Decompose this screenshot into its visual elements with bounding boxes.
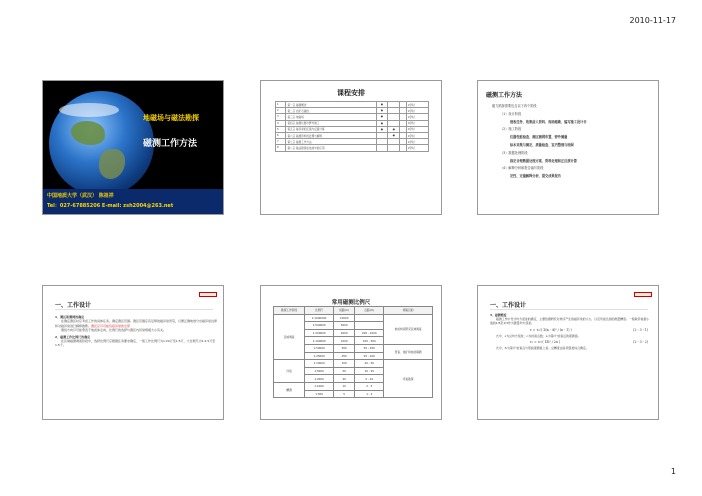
table-row: 1:5000 50 10 - 25 [274,367,433,375]
slide-title [42,80,224,215]
table-row: 1:500 5 1 - 2 [274,390,433,398]
earth-image [49,91,154,196]
slide-design-2 [477,285,659,420]
table-row: 1 第一章 磁测概述 ● 2学时 [276,102,429,108]
table-row: 区域调查 1:1000000 10000 地质构造研究区域调查 [274,314,433,322]
table-row: 4 第四章 磁测仪器与野外施工 ● 4学时 [276,120,429,126]
slide-body [55,313,217,348]
table-row: 精测 1:1000 10 2 - 5 [274,382,433,390]
table-row: 6 第六章 磁测资料的处理与解释 ● 4学时 [276,132,429,138]
formula: ε₁ = ±√( Σδᵢ² / 2n ) (2 - 3 - 2) [530,340,648,345]
slide-heading: 常用磁测比例尺 [331,300,371,306]
course-title: 地磁场与磁法勘探 [143,114,199,122]
table-row: 7 第七章 磁测工作方法 2学时 [276,139,429,145]
table-row: 3 第三章 地磁场 ● 2学时 [276,114,429,120]
slide-scales [260,285,442,420]
paragraph: 式中，ε为总均方误差；n为检查点数；xᵢ为第i个检查点的观测值。 [496,333,581,338]
schedule-table [275,101,429,152]
table-row: 8 第八章 磁法勘探在地质中的应用 2学时 [276,145,429,151]
table-row: 1:50000 500 50 - 250 普查、找矿和地质填图 [274,344,433,352]
paragraph: 在区域磁测调查阶段中，选择比例尺应根据任务要求确定，一般工作比例尺为1:20万至1:5万，大比例尺为1:2.5万至1:5千。 [55,339,216,348]
list-item: （3）数据处理阶段 [500,150,528,155]
list-item: （2）施工阶段 [500,127,522,132]
scale-table [273,306,433,398]
section-heading: 1、测区和测网的确定 [55,315,85,319]
page-number: 1 [670,467,676,476]
formula: ε = ±√( Σ(xᵢ - x̄)² / (n - 1) ) (2 - 3 - 1) [530,327,648,332]
corner-badge [634,292,652,297]
table-row: 1:100000 1000 100 - 500 [274,337,433,345]
list-item: 标本采集与测定、质量检查、室内整理与绘图 [510,142,574,147]
table-row: 2 第二章 岩矿石磁性 ● 2学时 [276,108,429,114]
slide-heading: 一、工作设计 [55,302,92,309]
table-row: 1:2000 20 5 - 10 [274,375,433,383]
section-heading: 3、磁测精度 [490,313,507,317]
table-row: 1:25000 250 25 - 100 [274,352,433,360]
table-header: 勘探工作阶段 比例尺 线距(m) 点距(m) 调查目的 [274,307,433,315]
lecture-title: 磁测工作方法 [143,139,198,149]
paragraph: 式中，δᵢ为第i个检查点与原始观测值之差。总精度由各项误差综合确定。 [496,346,589,351]
slide-heading: 磁测工作方法 [486,92,523,99]
paragraph: 测线方向尽可能垂直于地质体走向，比例尺的选择与测区内异常规模大小有关。 [61,328,167,333]
list-item: 磁力勘探需要包含以下四个阶段 [492,104,537,108]
stage-list [492,103,652,181]
table-row: 详查 1:10000 100 20 - 50 详查勘探 [274,360,433,368]
page-date: 2010-11-17 [629,16,676,25]
list-item: 定性、定量解释分析，提交成果报告 [510,174,561,179]
divider [55,309,213,310]
contact-line: Tel：027-67885206 E-mail: zsh2004@263.net [47,203,174,209]
table-row: 5 第五章 磁异常的正演与反演计算 ● ● 4学时 [276,126,429,132]
slide-methods [477,80,659,215]
slide-schedule [260,80,442,215]
slide-heading: 课程安排 [337,89,365,97]
corner-badge [199,292,217,297]
divider [490,309,648,310]
slide-body [490,313,652,350]
list-item: （1）设计阶段 [500,111,522,116]
list-item: 指定合理数据处理方案、资料处理和正反演计算 [510,158,577,163]
slide-design-1 [42,285,224,420]
section-heading: 2、磁测工作比例尺的确定 [55,334,91,339]
list-item: 接收任务、收集前人资料、现场踏勘、编写施工设计书 [510,119,587,124]
list-item: 仪器性能检查、测区测网布置、野外测量 [510,135,568,140]
slide-heading: 一、工作设计 [490,302,527,309]
table-row: 1:200000 2000 200 - 1000 [274,329,433,337]
list-item: （4）解释分析和报告编写阶段 [500,166,544,171]
table-row: 1:500000 5000 [274,322,433,330]
paragraph: 磁测工作中设计均方误差的确定，主要依据研究对象所产生的磁异常的大小，以及所能达到的测量精度。一般取异常最小值的1/5至1/3作为测量均方误差。 [490,317,650,326]
author-line: 中国地质大学（武汉） 陈祖祥 [47,193,114,199]
paragraph: 在确定测区时应考虑工作的具体任务，确定测区范围。测区范围应有足够的磁异常背景，以便正确地划分出磁异常边界和对磁异常进行解释推断。测区应尽可能包括异常的全部 [55,319,218,328]
